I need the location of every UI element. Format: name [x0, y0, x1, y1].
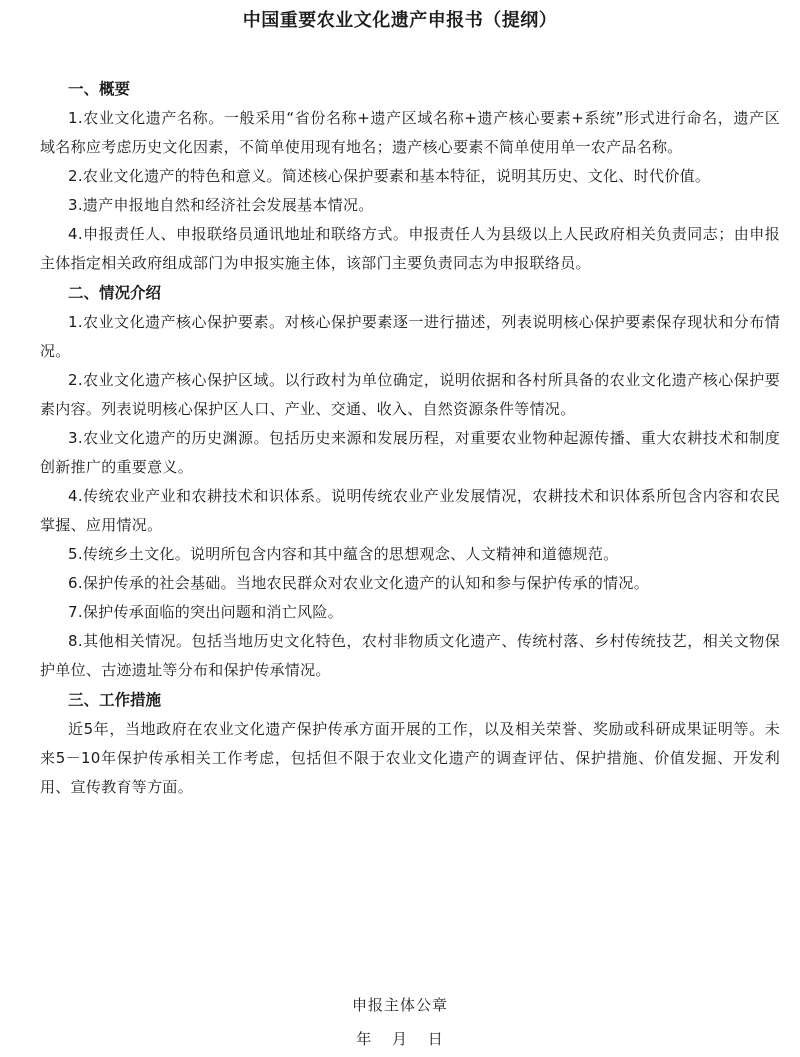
paragraph: 6.保护传承的社会基础。当地农民群众对农业文化遗产的认知和参与保护传承的情况。 [68, 574, 650, 592]
seal-label: 申报主体公章 [351, 996, 448, 1014]
paragraph: 4.申报责任人、申报联络员通讯地址和联络方式。申报责任人为县级以上人民政府相关负责同志；由申报主体指定相关政府组成部门为申报实施主体，该部门主要负责同志为申报联络员。 [40, 225, 780, 272]
paragraph: 4.传统农业产业和农耕技术和识体系。说明传统农业产业发展情况，农耕技术和识体系所包含内容和农民掌握、应用情况。 [40, 487, 780, 534]
paragraph: 7.保护传承面临的突出问题和消亡风险。 [68, 603, 344, 621]
paragraph: 5.传统乡土文化。说明所包含内容和其中蕴含的思想观念、人文精神和道德规范。 [68, 545, 619, 563]
document-body [40, 74, 780, 802]
section-situation [40, 278, 780, 685]
paragraph: 1.农业文化遗产名称。一般采用“省份名称+遗产区域名称+遗产核心要素+系统”形式进行命名，遗产区域名称应考虑历史文化因素，不简单使用现有地名；遗产核心要素不简单使用单一农产品名称。 [40, 109, 780, 156]
document-title: 中国重要农业文化遗产申报书（提纲） [242, 10, 558, 31]
paragraph: 1.农业文化遗产核心保护要素。对核心保护要素逐一进行描述，列表说明核心保护要素保存现状和分布情况。 [40, 313, 780, 360]
section-heading: 三、工作措施 [68, 691, 162, 709]
section-heading: 一、概要 [68, 80, 131, 98]
paragraph: 2.农业文化遗产的特色和意义。简述核心保护要素和基本特征，说明其历史、文化、时代价值。 [68, 167, 711, 185]
paragraph: 8.其他相关情况。包括当地历史文化特色，农村非物质文化遗产、传统村落、乡村传统技艺，相关文物保护单位、古迹遗址等分布和保护传承情况。 [40, 632, 780, 679]
paragraph: 3.农业文化遗产的历史渊源。包括历史来源和发展历程，对重要农业物种起源传播、重大农耕技术和制度创新推广的重要意义。 [40, 429, 780, 476]
section-measures [40, 685, 780, 802]
date-line: 年 月 日 [356, 1030, 444, 1048]
section-overview [40, 74, 780, 278]
section-heading: 二、情况介绍 [68, 284, 162, 302]
paragraph: 近5年，当地政府在农业文化遗产保护传承方面开展的工作，以及相关荣誉、奖励或科研成果证明等。未来5－10年保护传承相关工作考虑，包括但不限于农业文化遗产的调查评估、保护措施、价值发掘、开发利用、宣传教育等方面。 [40, 720, 780, 796]
paragraph: 3.遗产申报地自然和经济社会发展基本情况。 [68, 196, 374, 214]
paragraph: 2.农业文化遗产核心保护区域。以行政村为单位确定，说明依据和各村所具备的农业文化遗产核心保护要素内容。列表说明核心保护区人口、产业、交通、收入、自然资源条件等情况。 [40, 371, 780, 418]
